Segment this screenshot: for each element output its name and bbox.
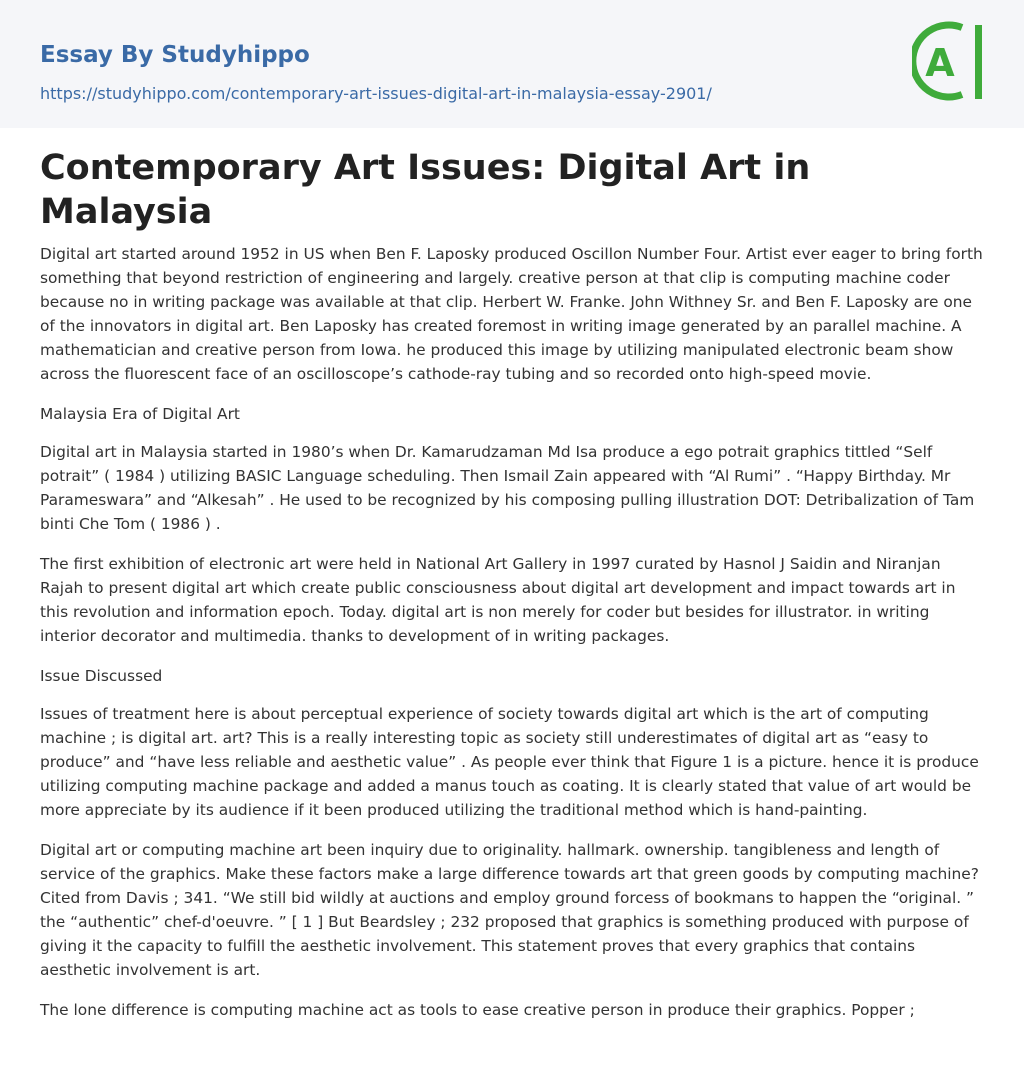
essay-title: Contemporary Art Issues: Digital Art in Malaysia [40,148,811,232]
studyhippo-logo-icon[interactable] [912,19,986,105]
essay-content [0,128,1024,1022]
paragraph-malaysia: Digital art in Malaysia started in 1980’s when Dr. Kamarudzaman Md Isa produce a ego potrait graphics tittled “Self potrait” ( 1984 ) utilizing BASIC Language scheduling. Then Ismail Zain appeared with “Al Rumi” . “Happy Birthday. Mr Parameswara” and “Alkesah” . He used to be recognized by his composing pulling illustration DOT: Detribalization of Tam binti Che Tom ( 1986 ) . [40,443,975,533]
paragraph-originality: Digital art or computing machine art been inquiry due to originality. hallmark. ownership. tangibleness and length of service of the graphics. Make these factors make a large difference towards art that green goods by computing machine? Cited from Davis ; 341. “We still bid wildly at auctions and employ ground forcess of bookmans to happen the “original. ” the “authentic” chef-d'oeuvre. ” [ 1 ] But Beardsley ; 232 proposed that graphics is something produced with purpose of giving it the capacity to fulfill the aesthetic involvement. This statement proves that every graphics that contains aesthetic involvement is art. [40,841,979,979]
section-heading-issue: Issue Discussed [40,667,163,685]
paragraph-tools: The lone difference is computing machine act as tools to ease creative person in produce their graphics. Popper ; [40,1001,915,1019]
essay-url-link[interactable]: https://studyhippo.com/contemporary-art-issues-digital-art-in-malaysia-essay-2901/ [40,84,712,103]
paragraph-intro: Digital art started around 1952 in US when Ben F. Laposky produced Oscillon Number Four. Artist ever eager to bring forth something that beyond restriction of engineering and largely. creative person at that clip is computing machine coder because no in writing package was available at that clip. Herbert W. Franke. John Withney Sr. and Ben F. Laposky are one of the innovators in digital art. Ben Laposky has created foremost in writing image generated by an parallel machine. A mathematician and creative person from Iowa. he produced this image by utilizing manipulated electronic beam show across the fluorescent face of an oscilloscope’s cathode-ray tubing and so recorded onto high-speed movie. [40,245,983,383]
brand-title[interactable]: Essay By Studyhippo [40,42,310,68]
site-header [0,0,1024,128]
paragraph-issue: Issues of treatment here is about perceptual experience of society towards digital art which is the art of computing machine ; is digital art. art? This is a really interesting topic as society still underestimates of digital art as “easy to produce” and “have less reliable and aesthetic value” . As people ever think that Figure 1 is a picture. hence it is produce utilizing computing machine package and added a manus touch as coating. It is clearly stated that value of art would be more appreciate by its audience if it been produced utilizing the traditional method which is hand-painting. [40,705,979,819]
section-heading-malaysia: Malaysia Era of Digital Art [40,405,240,423]
logo-letter: A [925,41,955,85]
paragraph-exhibition: The first exhibition of electronic art were held in National Art Gallery in 1997 curated by Hasnol J Saidin and Niranjan Rajah to present digital art which create public consciousness about digital art development and impact towards art in this revolution and information epoch. Today. digital art is non merely for coder but besides for illustrator. in writing interior decorator and multimedia. thanks to development of in writing packages. [40,555,956,645]
